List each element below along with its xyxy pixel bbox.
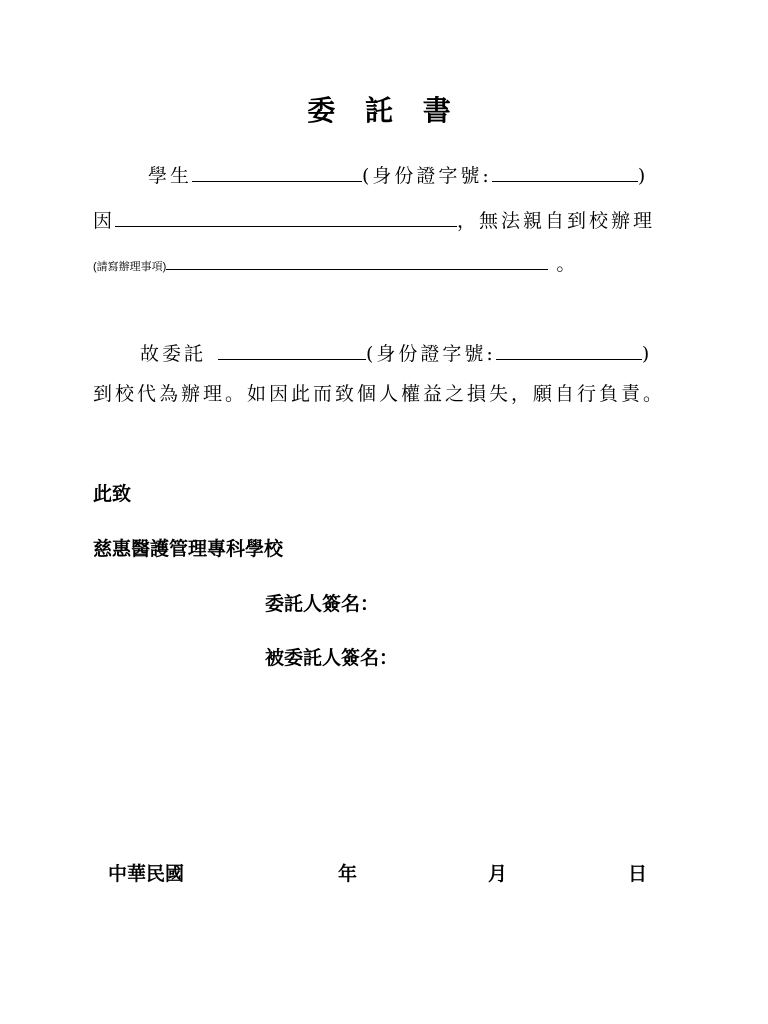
recipient-text: 慈惠醫護管理專科學校 xyxy=(93,538,284,560)
proxy-id-close: ) xyxy=(641,343,653,365)
reason-line xyxy=(93,207,655,233)
date-month: 月 xyxy=(488,863,508,885)
liability-line: 到校代為辦理。如因此而致個人權益之損失，願自行負責。 xyxy=(93,383,666,405)
matter-line xyxy=(93,252,575,279)
signer-label: 委託人簽名： xyxy=(265,593,380,615)
matter-field[interactable] xyxy=(166,255,548,270)
matter-hint: (請寫辦理事項) xyxy=(93,261,167,273)
reason-label: 因 xyxy=(93,210,116,232)
student-name-field[interactable] xyxy=(192,162,362,182)
student-line xyxy=(148,162,648,188)
student-label: 學生 xyxy=(148,165,193,187)
student-id-close: ) xyxy=(637,165,649,187)
document-title: 委 託 書 xyxy=(307,94,461,127)
proxy-id-open: (身份證字號: xyxy=(366,343,496,365)
closing-text: 此致 xyxy=(93,483,132,505)
proxy-signer-label: 被委託人簽名： xyxy=(265,647,399,669)
proxy-id-field[interactable] xyxy=(496,340,642,360)
reason-field[interactable] xyxy=(115,207,457,227)
date-era: 中華民國 xyxy=(108,863,185,885)
date-day: 日 xyxy=(628,863,648,885)
matter-suffix: 。 xyxy=(556,253,576,275)
date-year: 年 xyxy=(338,863,358,885)
student-id-open: (身份證字號: xyxy=(362,165,492,187)
proxy-label: 故委託 xyxy=(140,343,207,365)
proxy-line xyxy=(140,340,652,366)
reason-suffix: ，無法親自到校辦理 xyxy=(457,210,656,232)
student-id-field[interactable] xyxy=(492,162,638,182)
proxy-name-field[interactable] xyxy=(218,340,366,360)
